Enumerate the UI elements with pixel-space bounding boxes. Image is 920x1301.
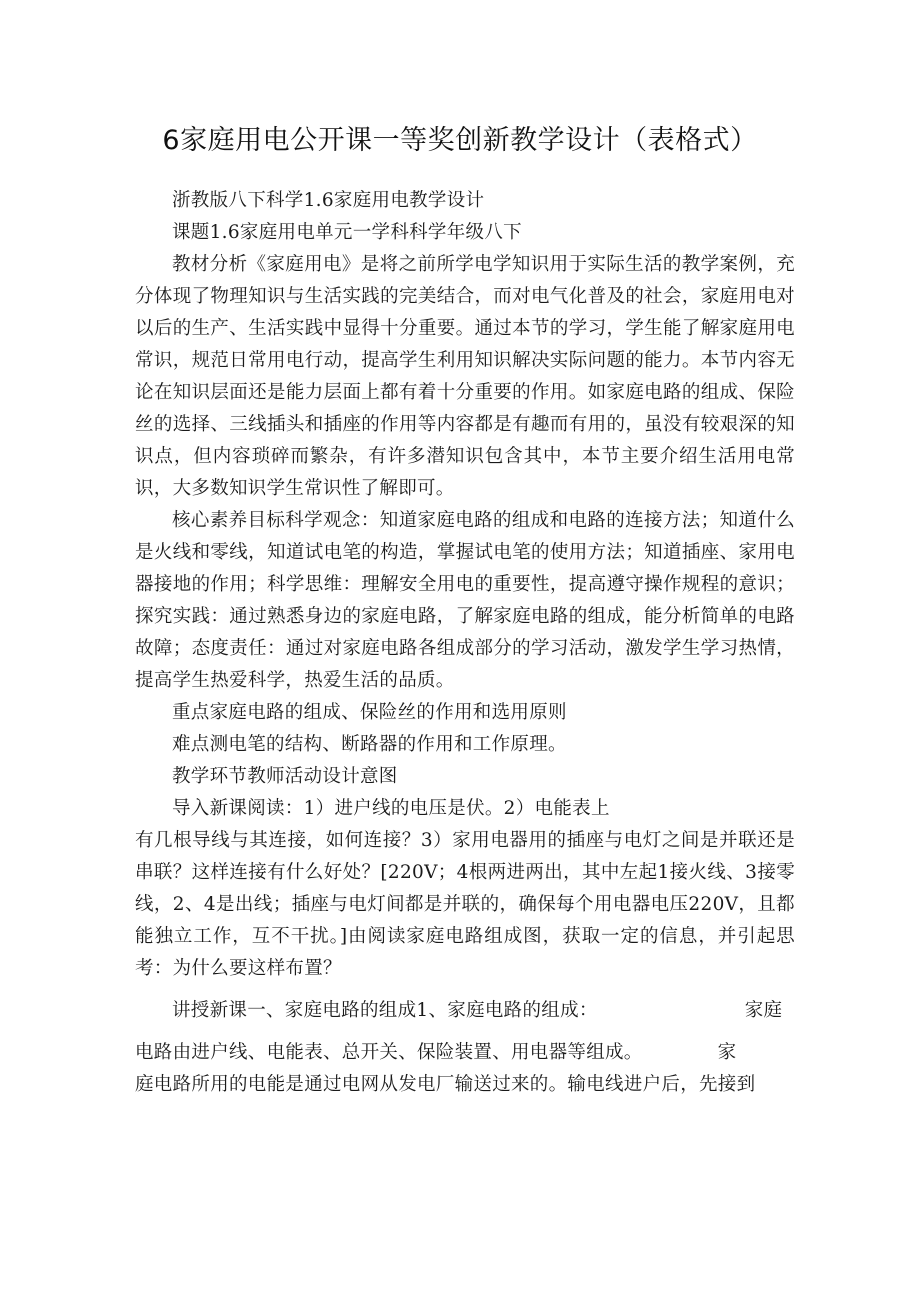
paragraph-key-point: 重点家庭电路的组成、保险丝的作用和选用原则 (172, 702, 567, 723)
paragraph-edition: 浙教版八下科学1.6家庭用电教学设计 (172, 190, 485, 211)
paragraph-difficulty: 难点测电笔的结构、断路器的作用和工作原理。 (172, 734, 567, 755)
paragraph-intro-body: 有几根导线与其连接，如何连接？3）家用电器用的插座与电灯之间是并联还是串联？这样连接有什么好处？[220V；4根两进两出，其中左起1接火线、3接零线，2、4是出线；插座与电灯间都是并联的，确保每个用电器电压220V，且都能独立工作，互不干扰。]由阅读家庭电路组成图，获取一定的信息，并引起思考：为什么要这样布置？ (135, 830, 795, 979)
paragraph-circuit-composition (135, 1037, 795, 1069)
paragraph-power-source: 庭电路所用的电能是通过电网从发电厂输送过来的。输电线进户后，先接到 (135, 1074, 756, 1095)
trailing-fragment: 家庭 (744, 1000, 783, 1021)
document-title: 6家庭用电公开课一等奖创新教学设计（表格式） (162, 125, 758, 156)
paragraph-course-info: 课题1.6家庭用电单元一学科科学年级八下 (172, 222, 522, 243)
paragraph-intro-lead: 导入新课阅读：1）进户线的电压是伏。2）电能表上 (172, 798, 610, 819)
paragraph-material-analysis: 教材分析《家庭用电》是将之前所学电学知识用于实际生活的教学案例，充分体现了物理知识与生活实践的完美结合，而对电气化普及的社会，家庭用电对以后的生产、生活实践中显得十分重要。通过本节的学习，学生能了解家庭用电常识，规范日常用电行动，提高学生利用知识解决实际问题的能力。本节内容无论在知识层面还是能力层面上都有着十分重要的作用。如家庭电路的组成、保险丝的选择、三线插头和插座的作用等内容都是有趣而有用的，虽没有较艰深的知识点，但内容琐碎而繁杂，有许多潜知识包含其中，本节主要介绍生活用电常识，大多数知识学生常识性了解即可。 (135, 254, 795, 499)
paragraph-table-header: 教学环节教师活动设计意图 (172, 766, 398, 787)
new-lesson-text: 讲授新课一、家庭电路的组成1、家庭电路的组成： (172, 1000, 598, 1021)
paragraph-new-lesson (135, 995, 795, 1027)
paragraph-core-goals: 核心素养目标科学观念：知道家庭电路的组成和电路的连接方法；知道什么是火线和零线，知道试电笔的构造，掌握试电笔的使用方法；知道插座、家用电器接地的作用；科学思维：理解安全用电的重要性，提高遵守操作规程的意识；探究实践：通过熟悉身边的家庭电路，了解家庭电路的组成，能分析简单的电路故障；态度责任：通过对家庭电路各组成部分的学习活动，激发学生学习热情，提高学生热爱科学，热爱生活的品质。 (135, 510, 795, 691)
document-body (135, 185, 795, 1101)
circuit-composition-text: 电路由进户线、电能表、总开关、保险装置、用电器等组成。 (135, 1042, 643, 1063)
trailing-fragment-2: 家 (717, 1042, 737, 1063)
